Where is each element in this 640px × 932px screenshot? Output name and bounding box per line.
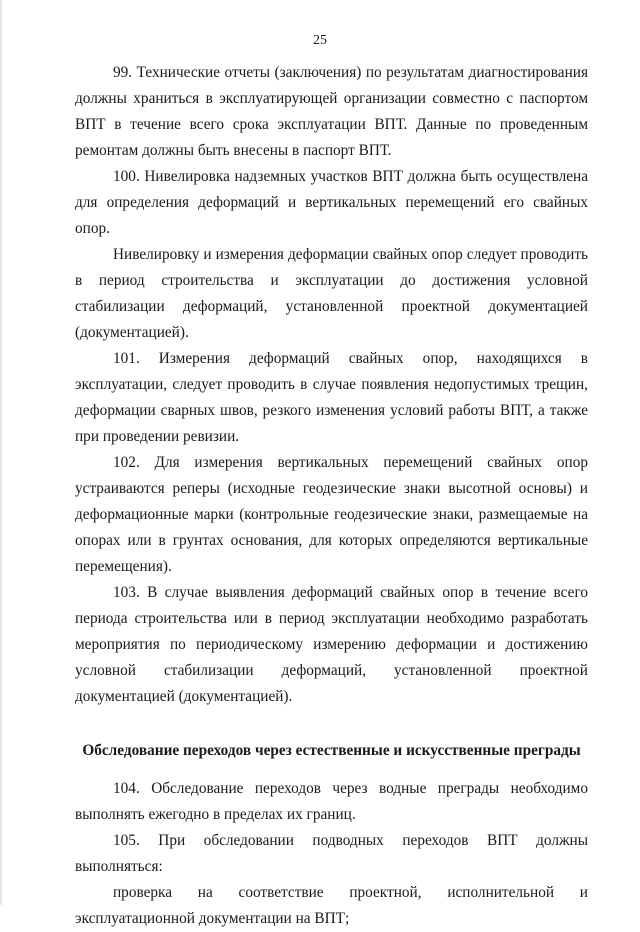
page-number: 25	[313, 33, 327, 48]
paragraph-100: 100. Нивелировка надземных участков ВПТ должна быть осуществлена для определения деформаций и вертикальных перемещений его свайных опор.	[75, 168, 588, 237]
section-heading: Обследование переходов через естественные и искусственные преграды	[82, 742, 581, 759]
paragraph-102: 102. Для измерения вертикальных перемещений свайных опор устраиваются реперы (исходные геодезические знаки высотной основы) и деформационные марки (контрольные геодезические знаки, размещаемые на опорах или в грунтах основания, для которых определяются вертикальные перемещения).	[75, 454, 588, 575]
paragraph-101: 101. Измерения деформаций свайных опор, находящихся в эксплуатации, следует проводить в случае появления недопустимых трещин, деформации сварных швов, резкого изменения условий работы ВПТ, а также при проведении ревизии.	[75, 350, 588, 445]
scan-edge	[0, 0, 2, 905]
paragraph-99: 99. Технические отчеты (заключения) по результатам диагностирования должны храниться в эксплуатирующей организации совместно с паспортом ВПТ в течение всего срока эксплуатации ВПТ. Данные по проведенным ремонтам должны быть внесены в паспорт ВПТ.	[75, 64, 588, 159]
paragraph-105: 105. При обследовании подводных переходов ВПТ должны выполняться:	[75, 832, 588, 875]
paragraph-104: 104. Обследование переходов через водные преграды необходимо выполнять ежегодно в пределах их границ.	[75, 780, 588, 823]
paragraph-leveling: Нивелировку и измерения деформации свайных опор следует проводить в период строительства и эксплуатации до достижения условной стабилизации деформаций, установленной проектной документацией (документацией).	[75, 246, 588, 341]
document-body	[75, 60, 588, 932]
paragraph-103: 103. В случае выявления деформаций свайных опор в течение всего периода строительства или в период эксплуатации необходимо разработать мероприятия по периодическому измерению деформации и достижению условной стабилизации деформаций, установленной проектной документацией (документацией).	[75, 584, 588, 705]
paragraph-check-documentation: проверка на соответствие проектной, исполнительной и эксплуатационной документации на ВПТ;	[75, 884, 588, 927]
